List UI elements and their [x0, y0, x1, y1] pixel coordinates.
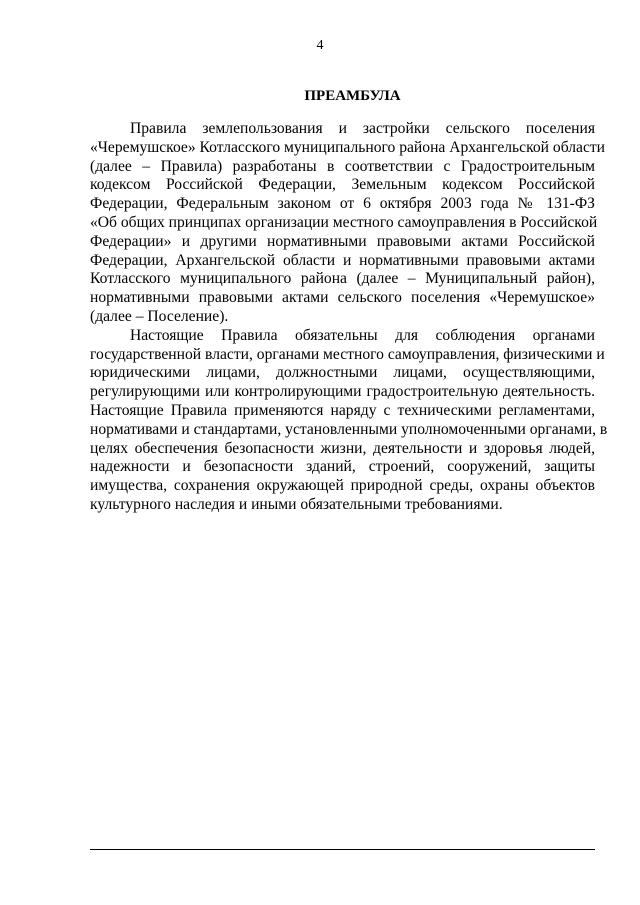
text-line: имущества, сохранения окружающей природной среды, охраны объектов: [90, 477, 595, 495]
text-line: юридическими лицами, должностными лицами, осуществляющими,: [90, 364, 595, 382]
text-line: (далее – Правила) разработаны в соответствии с Градостроительным: [90, 157, 595, 175]
text-line: нормативами и стандартами, установленными уполномоченными органами, в: [90, 420, 608, 438]
text-line: Настоящие Правила применяются наряду с техническими регламентами,: [90, 401, 595, 419]
text-line: нормативными правовыми актами сельского поселения «Черемушское»: [90, 289, 595, 307]
text-line: Настоящие Правила обязательны для соблюдения органами: [130, 326, 595, 344]
text-line: культурного наследия и иными обязательными требованиями.: [90, 495, 503, 513]
text-line: Федерации, Федеральным законом от 6 октября 2003 года № 131-ФЗ: [90, 195, 595, 213]
section-heading: ПРЕАМБУЛА: [304, 88, 401, 104]
text-line: «Об общих принципах организации местного самоуправления в Российской: [90, 213, 598, 231]
text-line: Федерации, Архангельской области и нормативными правовыми актами: [90, 251, 595, 269]
text-line: «Черемушское» Котласского муниципального района Архангельской области: [90, 138, 606, 156]
text-line: Правила землепользования и застройки сельского поселения: [130, 120, 595, 137]
text-line: Котласского муниципального района (далее – Муниципальный район),: [90, 270, 595, 288]
text-line: (далее – Поселение).: [90, 307, 229, 325]
text-line: регулирующими или контролирующими градостроительную деятельность.: [90, 383, 595, 401]
text-line: Федерации» и другими нормативными правовыми актами Российской: [90, 232, 595, 250]
page-number: 4: [316, 38, 324, 53]
preamble-text: [90, 120, 608, 515]
footer-rule: [90, 849, 595, 850]
text-line: надежности и безопасности зданий, строений, сооружений, защиты: [90, 458, 595, 476]
text-line: государственной власти, органами местного самоуправления, физическими и: [90, 345, 605, 363]
text-line: кодексом Российской Федерации, Земельным кодексом Российской: [90, 176, 595, 194]
text-line: целях обеспечения безопасности жизни, деятельности и здоровья людей,: [90, 439, 595, 457]
